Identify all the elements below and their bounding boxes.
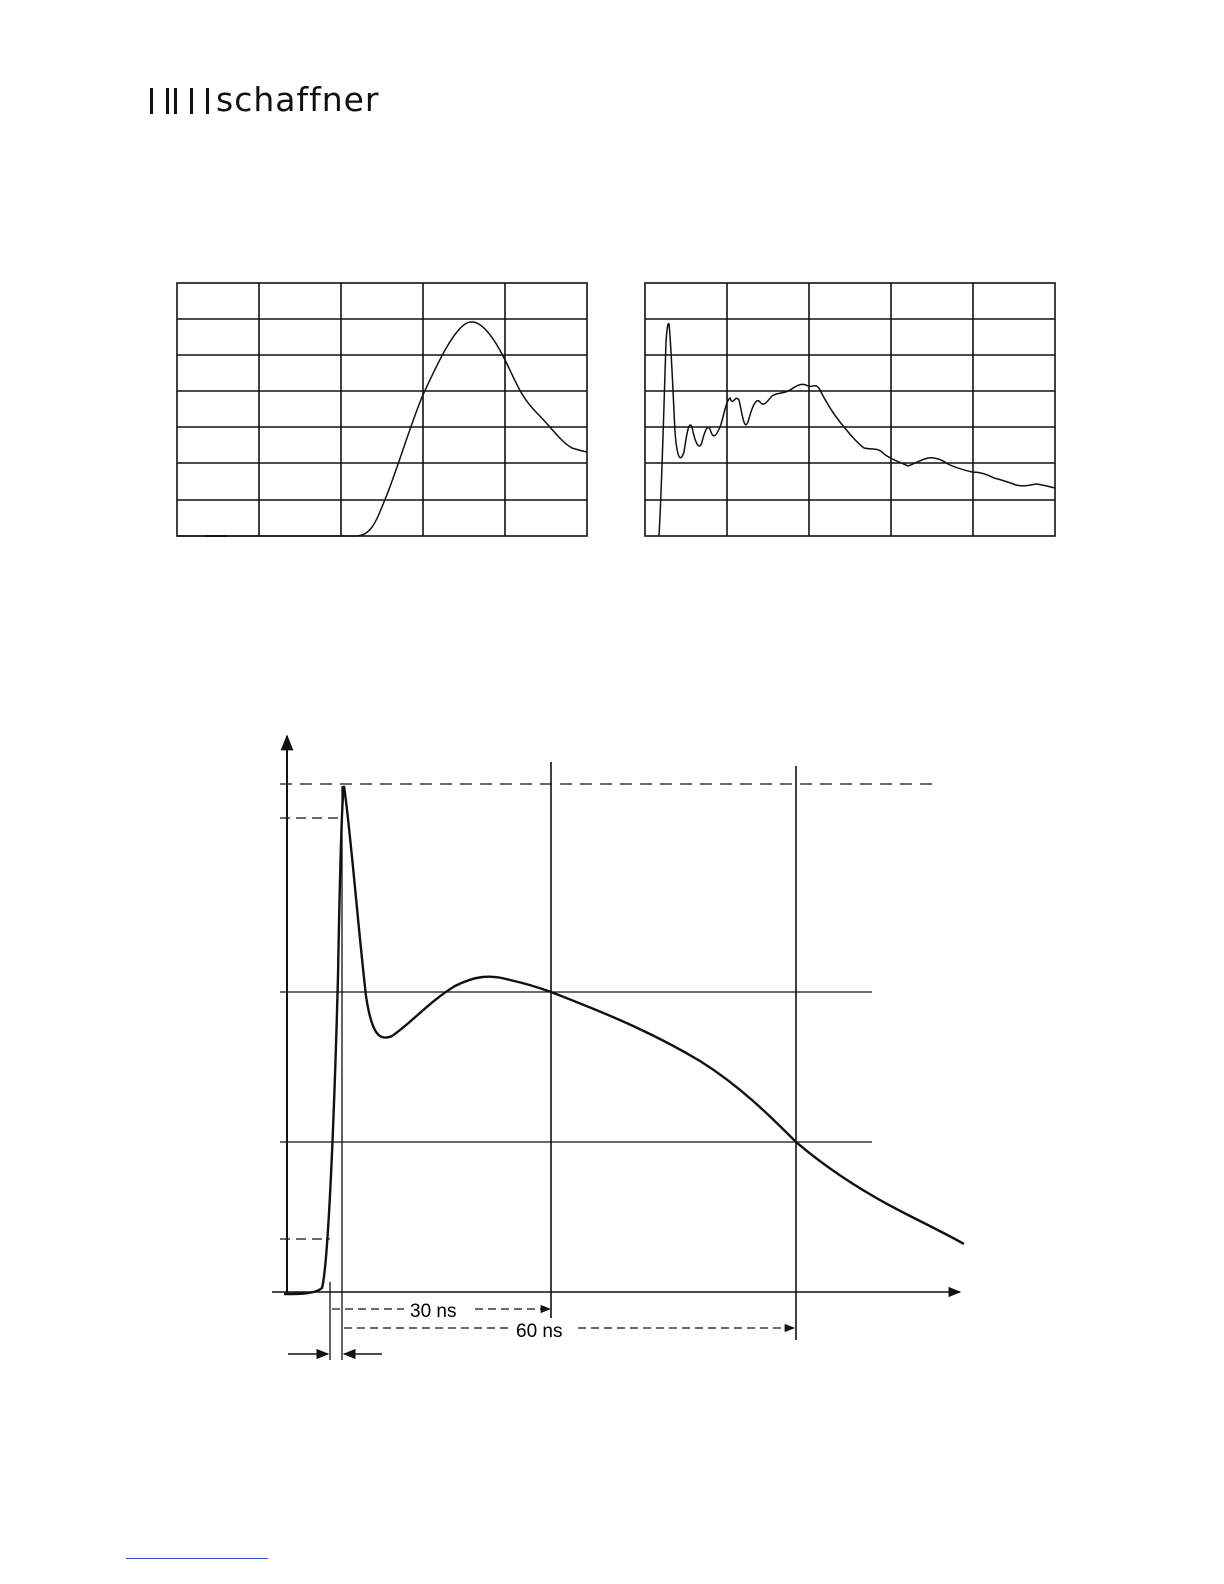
footer-link-underline[interactable] — [126, 1558, 268, 1559]
company-logo — [148, 80, 438, 119]
label-30ns: 30 ns — [410, 1301, 457, 1322]
scope-trace — [177, 322, 587, 536]
oscilloscope-rise-time-capture — [176, 282, 588, 538]
scope-grid — [177, 283, 587, 536]
logo-wordmark: schaffner — [216, 80, 380, 119]
logo-bars-icon — [148, 88, 214, 114]
scope-grid — [645, 283, 1055, 536]
waveform-trace — [284, 786, 964, 1294]
oscilloscope-discharge-capture — [644, 282, 1056, 538]
label-60ns: 60 ns — [516, 1321, 563, 1342]
esd-current-waveform-diagram — [270, 726, 970, 1366]
